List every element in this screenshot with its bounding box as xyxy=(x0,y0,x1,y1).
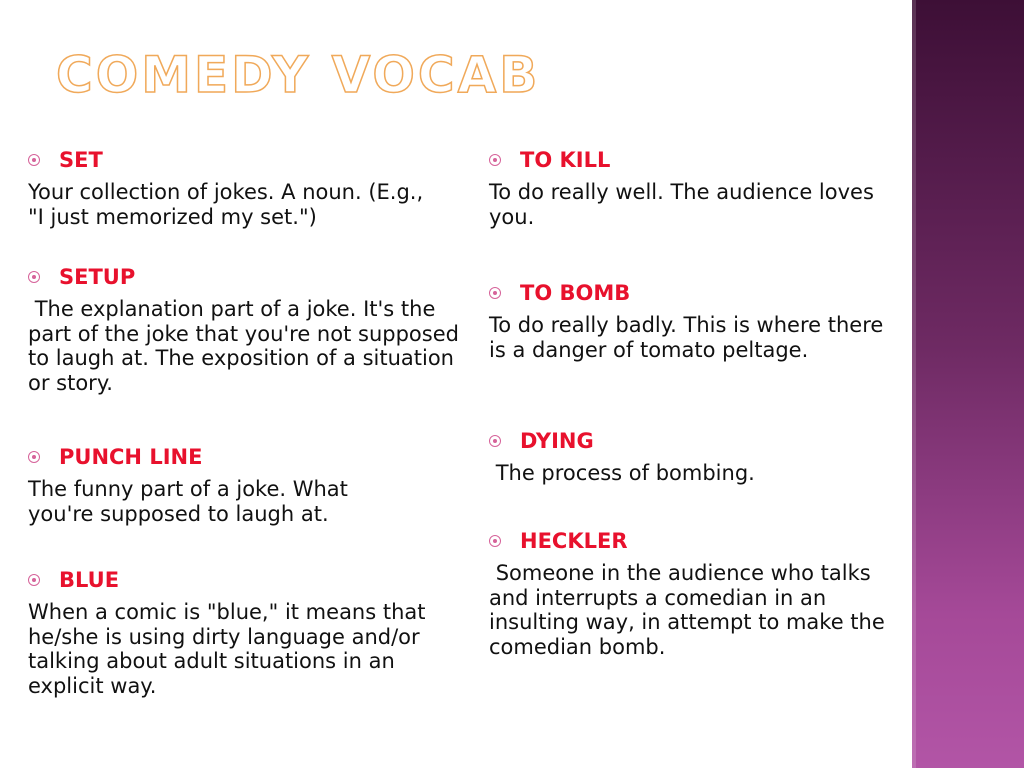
vocab-entry-dying xyxy=(489,427,899,527)
circle-dot-icon xyxy=(28,271,40,283)
vocab-term: SET xyxy=(59,148,103,172)
decorative-sidebar xyxy=(912,0,1024,768)
right-column xyxy=(489,146,899,659)
vocab-entry-set xyxy=(28,146,468,263)
circle-dot-icon xyxy=(489,535,501,547)
circle-dot-icon xyxy=(28,451,40,463)
circle-dot-icon xyxy=(489,287,501,299)
vocab-definition: To do really badly. This is where there is a danger of tomato peltage. xyxy=(489,313,890,362)
vocab-term: PUNCH LINE xyxy=(59,445,203,469)
vocab-definition: When a comic is "blue," it means that he/she is using dirty language and/or talking about adult situations in an explicit way. xyxy=(28,600,433,698)
vocab-definition: To do really well. The audience loves you. xyxy=(489,180,881,229)
vocab-term: BLUE xyxy=(59,568,120,592)
circle-dot-icon xyxy=(489,154,501,166)
vocab-term: TO KILL xyxy=(520,148,611,172)
vocab-definition: Someone in the audience who talks and interrupts a comedian in an insulting way, in attempt to make the comedian bomb. xyxy=(489,561,892,659)
vocab-definition: The explanation part of a joke. It's the part of the joke that you're not supposed to laugh at. The exposition of a situation or story. xyxy=(28,297,466,395)
vocab-entry-setup xyxy=(28,263,468,443)
vocab-term: HECKLER xyxy=(520,529,628,553)
left-column xyxy=(28,146,468,698)
vocab-term: DYING xyxy=(520,429,594,453)
circle-dot-icon xyxy=(28,154,40,166)
vocab-entry-punch-line xyxy=(28,443,468,566)
vocab-entry-heckler xyxy=(489,527,899,659)
vocab-definition: Your collection of jokes. A noun. (E.g., "I just memorized my set.") xyxy=(28,180,430,229)
vocab-definition: The process of bombing. xyxy=(489,461,755,485)
slide-title: COMEDY VOCAB xyxy=(56,46,541,104)
vocab-term: TO BOMB xyxy=(520,281,631,305)
circle-dot-icon xyxy=(28,574,40,586)
vocab-entry-blue xyxy=(28,566,468,698)
vocab-definition: The funny part of a joke. What you're supposed to laugh at. xyxy=(28,477,355,526)
circle-dot-icon xyxy=(489,435,501,447)
vocab-entry-to-bomb xyxy=(489,279,899,427)
vocab-term: SETUP xyxy=(59,265,136,289)
vocab-entry-to-kill xyxy=(489,146,899,279)
